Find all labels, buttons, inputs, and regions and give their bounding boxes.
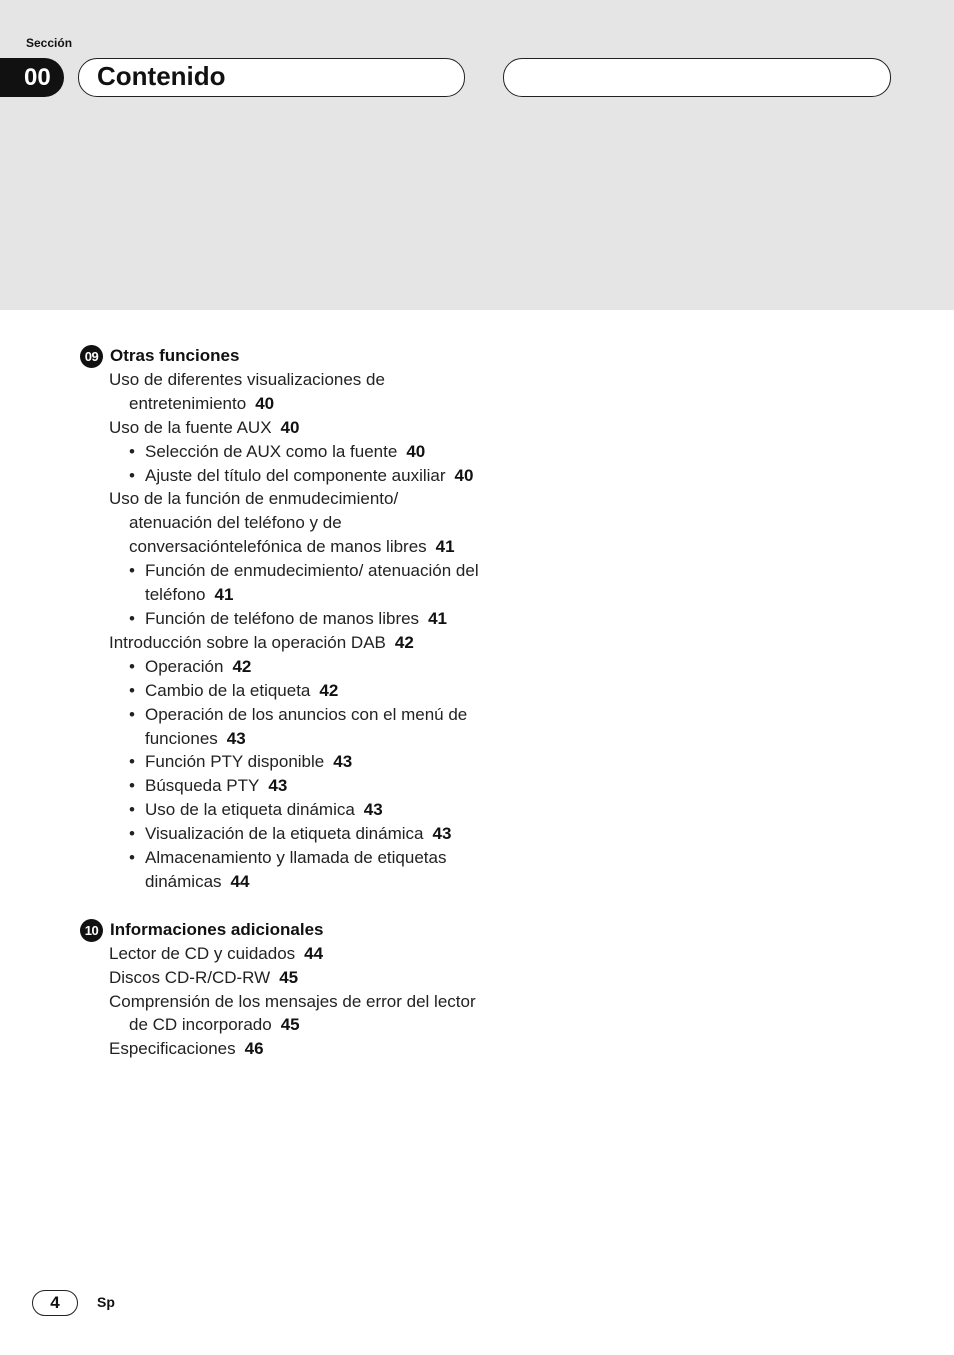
toc-entry[interactable] — [80, 966, 480, 990]
toc-entry-text: Especificaciones — [109, 1039, 236, 1059]
toc-entry-text: Lector de CD y cuidados — [109, 943, 296, 963]
toc-entry-text: Almacenamiento y llamada de etiquetas dinámicas — [145, 848, 447, 891]
page-title: Contenido — [97, 61, 226, 91]
toc-entry[interactable] — [80, 679, 480, 703]
section-number-badge: 09 — [80, 345, 103, 368]
toc-section-heading[interactable] — [80, 918, 480, 942]
bullet-icon: • — [129, 608, 135, 628]
toc-entry-page: 40 — [255, 393, 275, 413]
bullet-icon: • — [129, 441, 135, 461]
bullet-icon: • — [129, 800, 135, 820]
toc-entry[interactable] — [80, 416, 480, 440]
toc-entry[interactable] — [80, 942, 480, 966]
toc-entry-page: 45 — [279, 967, 299, 987]
toc-entry-text: Función PTY disponible — [145, 752, 325, 772]
bullet-icon: • — [129, 704, 135, 724]
secondary-title-box — [503, 58, 891, 97]
toc-entry-text: Búsqueda PTY — [145, 776, 260, 796]
toc-entry[interactable] — [80, 846, 480, 894]
toc-entry-text: Discos CD-R/CD-RW — [109, 967, 271, 987]
toc-entry-text: Introducción sobre la operación DAB — [109, 632, 386, 652]
header-band — [0, 0, 954, 310]
section-number-tab: 00 — [0, 58, 64, 97]
section-number-badge: 10 — [80, 919, 103, 942]
toc-section-heading[interactable] — [80, 344, 480, 368]
section-label: Sección — [26, 36, 73, 50]
toc-entry-page: 42 — [232, 656, 252, 676]
toc-entry-text: Selección de AUX como la fuente — [145, 441, 398, 461]
toc-entry-text: Ajuste del título del componente auxiliar — [145, 465, 446, 485]
toc-section-title: Informaciones adicionales — [110, 919, 324, 939]
toc-entry-text: Cambio de la etiqueta — [145, 680, 311, 700]
toc-entry[interactable] — [80, 774, 480, 798]
toc-entry-text: Función de enmudecimiento/ atenuación del teléfono — [145, 561, 479, 605]
page-number: 4 — [32, 1290, 78, 1316]
toc-entry-page: 43 — [333, 752, 353, 772]
toc-entry-page: 43 — [432, 824, 452, 844]
toc-entry-page: 45 — [280, 1015, 300, 1035]
toc-entry-page: 44 — [304, 943, 324, 963]
bullet-icon: • — [129, 561, 135, 581]
toc-entry-page: 41 — [435, 537, 455, 557]
toc-entry-page: 43 — [226, 728, 246, 748]
bullet-icon: • — [129, 848, 135, 868]
bullet-icon: • — [129, 656, 135, 676]
bullet-icon: • — [129, 824, 135, 844]
toc-entry[interactable] — [80, 559, 480, 607]
toc-entry-text: Uso de la función de enmudecimiento/ atenuación del teléfono y de conversacióntelefónica de manos libres — [109, 489, 427, 557]
toc-entry[interactable] — [80, 368, 480, 416]
title-box — [78, 58, 465, 97]
table-of-contents — [80, 344, 480, 1085]
toc-entry[interactable] — [80, 440, 480, 464]
toc-entry-text: Operación de los anuncios con el menú de funciones — [145, 704, 468, 748]
bullet-icon: • — [129, 680, 135, 700]
toc-entry-page: 46 — [244, 1039, 264, 1059]
toc-entry[interactable] — [80, 607, 480, 631]
toc-entry-page: 41 — [428, 608, 447, 628]
toc-entry-page: 40 — [280, 417, 300, 437]
toc-entry-page: 43 — [268, 776, 288, 796]
toc-section-title: Otras funciones — [110, 346, 240, 365]
toc-entry-page: 43 — [363, 800, 383, 820]
toc-entry[interactable] — [80, 798, 480, 822]
toc-entry-page: 42 — [319, 680, 339, 700]
toc-entry-text: Visualización de la etiqueta dinámica — [145, 824, 424, 844]
toc-entry-page: 41 — [214, 585, 234, 605]
toc-entry-text: Función de teléfono de manos libres — [145, 608, 420, 628]
toc-entry-text: Operación — [145, 656, 224, 676]
toc-entry-text: Comprensión de los mensajes de error del lector de CD incorporado — [109, 991, 476, 1035]
toc-entry[interactable] — [80, 1037, 480, 1061]
toc-entry[interactable] — [80, 703, 480, 751]
toc-entry-page: 42 — [394, 632, 414, 652]
toc-entry[interactable] — [80, 990, 480, 1038]
toc-section — [80, 344, 480, 894]
toc-entry-text: Uso de la etiqueta dinámica — [145, 800, 355, 820]
toc-entry[interactable] — [80, 822, 480, 846]
toc-section — [80, 918, 480, 1061]
bullet-icon: • — [129, 465, 135, 485]
toc-entry[interactable] — [80, 464, 480, 488]
toc-entry-text: Uso de la fuente AUX — [109, 417, 272, 437]
language-code: Sp — [97, 1294, 115, 1310]
toc-entry-page: 44 — [230, 871, 250, 891]
toc-entry[interactable] — [80, 631, 480, 655]
toc-entry-text: Uso de diferentes visualizaciones de entretenimiento — [109, 369, 385, 413]
toc-entry[interactable] — [80, 487, 480, 559]
bullet-icon: • — [129, 752, 135, 772]
toc-entry-page: 40 — [406, 441, 426, 461]
bullet-icon: • — [129, 776, 135, 796]
toc-entry[interactable] — [80, 655, 480, 679]
toc-entry[interactable] — [80, 750, 480, 774]
toc-entry-page: 40 — [454, 465, 474, 485]
